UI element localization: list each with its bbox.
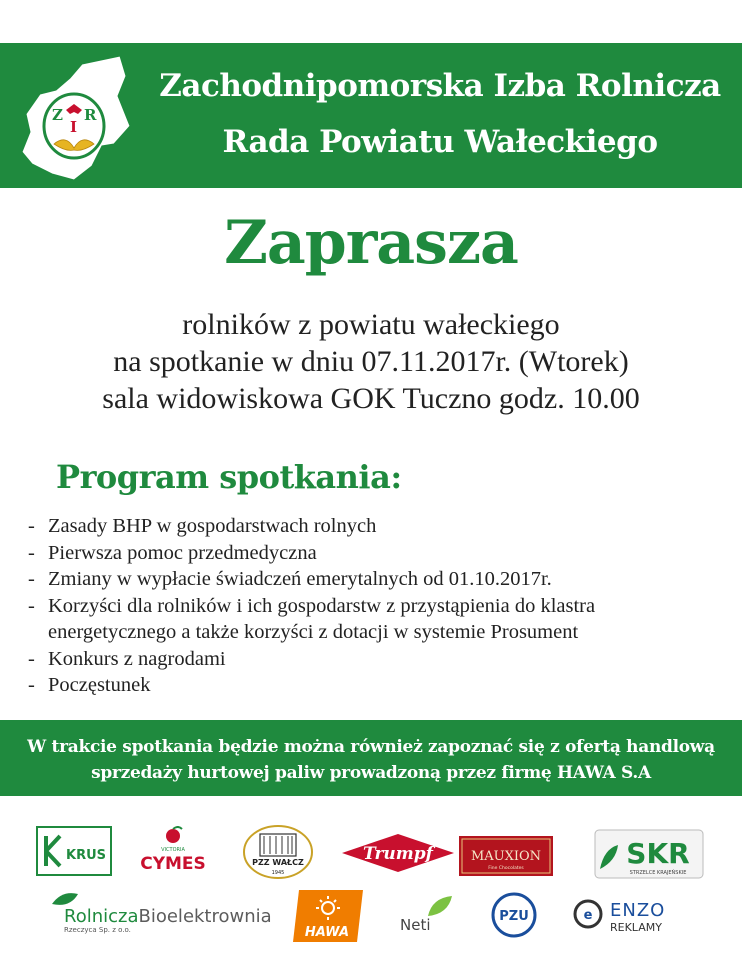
sponsor-skr-logo — [594, 829, 704, 879]
header-title-line1: Zachodnipomorska Izba Rolnicza — [159, 68, 721, 104]
pzz-building-icon — [260, 834, 296, 856]
footer-note-band — [0, 720, 742, 796]
program-item-text: Konkurs z nagrodami — [48, 647, 226, 670]
trumpf-text: Trumpf — [363, 844, 433, 864]
program-item: - Zmiany w wypłacie świadczeń emerytalnych od 01.10.2017r. — [28, 568, 552, 590]
neti-leaf-icon — [428, 896, 452, 916]
invitation-line1: rolników z powiatu wałeckiego — [182, 308, 560, 341]
program-item-text: Zmiany w wypłacie świadczeń emerytalnych od 01.10.2017r. — [48, 568, 552, 590]
program-item-text: Pierwsza pomoc przedmedyczna — [48, 541, 317, 564]
skr-text: SKR — [626, 837, 690, 870]
neti-text: Neti — [400, 916, 431, 934]
bioelektrownia-text: Bioelektrownia — [138, 906, 272, 927]
invitation-line3: sala widowiskowa GOK Tuczno godz. 10.00 — [102, 382, 640, 415]
header-title-line2: Rada Powiatu Wałeckiego — [222, 124, 658, 160]
mauxion-text: MAUXION — [470, 849, 542, 864]
cymes-fruit-icon — [166, 829, 180, 843]
rolnicza-text: Rolnicza — [64, 906, 139, 927]
pzz-year-text: 1945 — [271, 870, 285, 876]
organization-logo — [22, 56, 134, 180]
program-item: - Poczęstunek — [28, 674, 151, 696]
enzo-text: ENZO — [610, 900, 666, 921]
invitation-block — [0, 306, 742, 417]
invitation-line2: na spotkanie w dniu 07.11.2017r. (Wtorek) — [113, 345, 629, 378]
rolnicza-sub-text: Rzeczyca Sp. z o.o. — [64, 926, 131, 934]
footer-note-line2: sprzedaży hurtowej paliw prowadzoną przez firmę HAWA S.A — [91, 763, 651, 783]
logo-letter-i: I — [70, 118, 78, 136]
sponsor-rolnicza-bioelektrownia-logo — [48, 890, 274, 934]
program-item-text: Zasady BHP w gospodarstwach rolnych — [48, 515, 377, 537]
pzu-text: PZU — [499, 909, 529, 924]
headline: Zaprasza — [224, 208, 518, 278]
cymes-text: CYMES — [140, 854, 206, 874]
program-item-text: Poczęstunek — [48, 674, 151, 696]
program-item: - Zasady BHP w gospodarstwach rolnych — [28, 515, 377, 537]
sponsor-neti-logo — [398, 894, 456, 934]
sponsor-cymes-logo — [132, 826, 214, 876]
program-item-text: Korzyści dla rolników i ich gospodarstw z przystąpienia do klastra energetycznego a także korzyści z dotacji w systemie Prosument — [48, 594, 596, 643]
svg-text:e: e — [583, 908, 593, 923]
svg-text:RolniczaBioelektrownia — [64, 906, 272, 927]
logo-letter-z: Z — [52, 106, 63, 124]
program-item: - Korzyści dla rolników i ich gospodarstw z przystąpienia do klastra energetycznego a także korzyści z dotacji w systemie Prosument — [28, 594, 596, 643]
pzz-text: PZZ WAŁCZ — [252, 858, 304, 867]
program-heading: Program spotkania: — [56, 458, 402, 496]
sponsor-pzz-logo — [242, 824, 314, 880]
logo-letter-r: R — [84, 106, 97, 124]
cymes-small-text: VICTORIA — [161, 847, 185, 853]
mauxion-sub-text: Fine Chocolates — [488, 866, 524, 871]
krus-text: KRUS — [66, 848, 107, 863]
program-item: - Konkurs z nagrodami — [28, 647, 226, 670]
skr-sub-text: STRZELCE KRAJEŃSKIE — [629, 870, 687, 876]
program-list — [28, 513, 728, 699]
sponsor-krus-logo — [36, 826, 112, 876]
enzo-sub-text: REKLAMY — [610, 921, 662, 934]
sponsor-hawa-logo — [293, 890, 363, 942]
sponsor-trumpf-logo — [342, 834, 454, 872]
sponsor-mauxion-logo — [459, 836, 553, 876]
leaf-icon — [52, 893, 78, 905]
sponsor-pzu-logo — [490, 892, 538, 938]
program-item: - Pierwsza pomoc przedmedyczna — [28, 541, 317, 564]
sponsor-enzo-logo — [572, 896, 686, 936]
hawa-text: HAWA — [304, 925, 350, 940]
footer-note-line1: W trakcie spotkania będzie można również zapoznać się z ofertą handlową — [27, 737, 715, 757]
